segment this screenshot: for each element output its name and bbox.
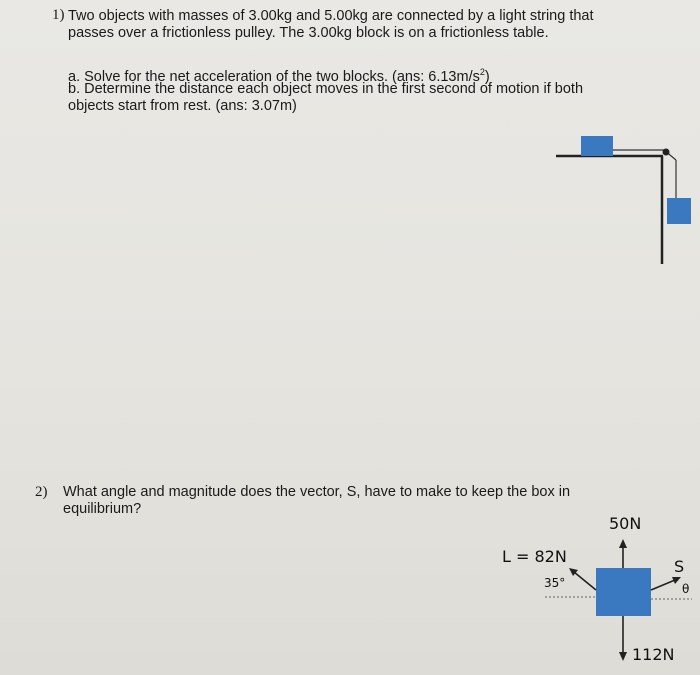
force-112n-label: 112N <box>632 645 675 664</box>
angle-s-label: θ <box>682 582 690 596</box>
angle-l-label: 35° <box>544 576 566 590</box>
force-l-label: L = 82N <box>502 547 567 566</box>
q1-number: 1) <box>52 7 65 23</box>
arrow-s-line <box>651 580 675 590</box>
q1-text-line2: passes over a frictionless pulley. The 3.00kg block is on a frictionless table. <box>68 25 549 41</box>
arrow-down-head <box>619 652 627 661</box>
box <box>596 568 651 616</box>
q2-number: 2) <box>35 484 48 500</box>
arrow-up-head <box>619 539 627 548</box>
q2-text-line1: What angle and magnitude does the vector, S, have to make to keep the box in <box>63 484 571 500</box>
q1-text-line1: Two objects with masses of 3.00kg and 5.00kg are connected by a light string that <box>68 8 594 24</box>
force-s-label: S <box>674 557 685 576</box>
q1-part-b-line1: b. Determine the distance each object moves in the first second of motion if both <box>68 81 584 97</box>
q1-part-a-text: a. Solve for the net acceleration of the two blocks. (ans: 6.13m/s <box>68 68 480 85</box>
q1-part-a-sup: 2 <box>479 67 485 77</box>
q2-text-line2: equilibrium? <box>63 501 142 517</box>
arrow-l-line <box>574 572 596 590</box>
q1-part-b-line2: objects start from rest. (ans: 3.07m) <box>68 98 297 114</box>
q1-part-a-suffix: ) <box>484 68 490 85</box>
force-50n-label: 50N <box>609 514 642 533</box>
